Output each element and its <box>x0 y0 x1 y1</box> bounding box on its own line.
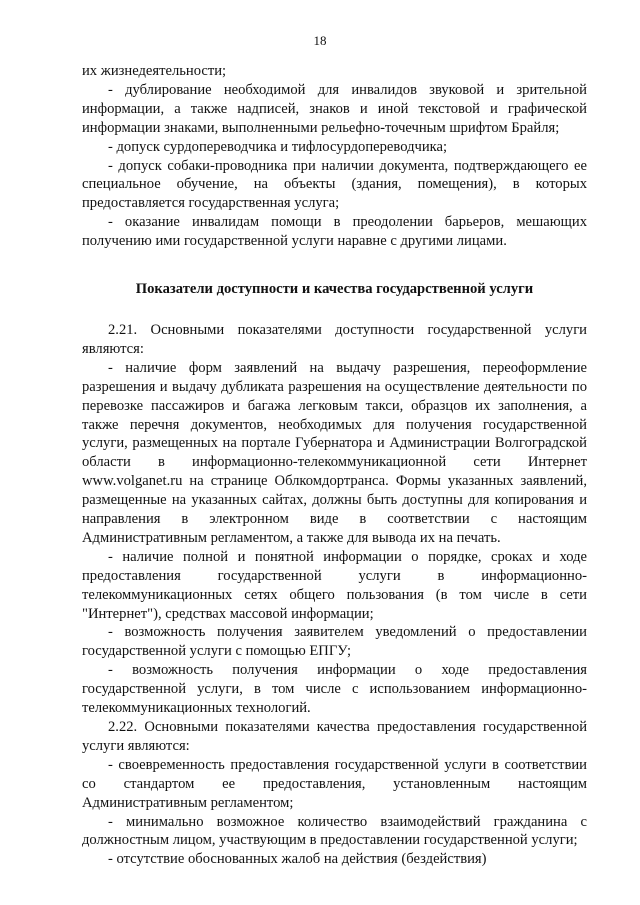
paragraph: - возможность получения информации о ходе предоставления государственной услуги, в том числе с использованием информационно-телекоммуникационных технологий. <box>82 662 587 717</box>
paragraph: их жизнедеятельности; <box>82 63 227 79</box>
paragraph: - дублирование необходимой для инвалидов звуковой и зрительной информации, а также надписей, знаков и иной текстовой и графической информации знаками, выполненными рельефно-точечным шрифтом Брайля; <box>82 81 587 136</box>
paragraph: - допуск собаки-проводника при наличии документа, подтверждающего ее специальное обучение, на объекты (здания, помещения), в которых предоставляется государственная услуга; <box>82 157 587 212</box>
paragraph: 2.21. Основными показателями доступности государственной услуги являются: <box>82 321 587 357</box>
document-body <box>82 62 587 869</box>
section-heading: Показатели доступности и качества государственной услуги <box>135 281 534 298</box>
paragraph: - оказание инвалидам помощи в преодолении барьеров, мешающих получению ими государственной услуги наравне с другими лицами. <box>82 214 587 250</box>
page-number: 18 <box>313 33 327 48</box>
paragraph: 2.22. Основными показателями качества предоставления государственной услуги являются: <box>82 719 587 754</box>
paragraph: - минимально возможное количество взаимодействий гражданина с должностным лицом, участвующим в предоставлении государственной услуги; <box>82 813 587 849</box>
paragraph: - возможность получения заявителем уведомлений о предоставлении государственной услуги с помощью ЕПГУ; <box>82 624 587 660</box>
paragraph: - отсутствие обоснованных жалоб на действия (бездействия) <box>108 851 487 868</box>
paragraph: - своевременность предоставления государственной услуги в соответствии со стандартом ее предоставления, установленным настоящим Административным регламентом; <box>82 756 587 811</box>
paragraph: - наличие форм заявлений на выдачу разрешения, переоформление разрешения и выдачу дубликата разрешения на осуществление деятельности по перевозке пассажиров и багажа легковым такси, образцов их заполнения, а также перечня документов, необходимых для получения государственной услуги, размещенных на портале Губернатора и Администрации Волгоградской области в информационно-телекоммуникационной сети Интернет www.volganet.ru на странице Облкомдортранса. Формы указанных заявлений, размещенные на указанных сайтах, должны быть доступны для копирования и направления в электронном виде в соответствии с настоящим Административным регламентом, а также для вывода их на печать. <box>82 359 587 546</box>
paragraph: - наличие полной и понятной информации о порядке, сроках и ходе предоставления государственной услуги в информационно-телекоммуникационных сетях общего пользования (в том числе в сети "Интернет"), средствах массовой информации; <box>82 548 587 622</box>
paragraph: - допуск сурдопереводчика и тифлосурдопереводчика; <box>108 138 448 155</box>
